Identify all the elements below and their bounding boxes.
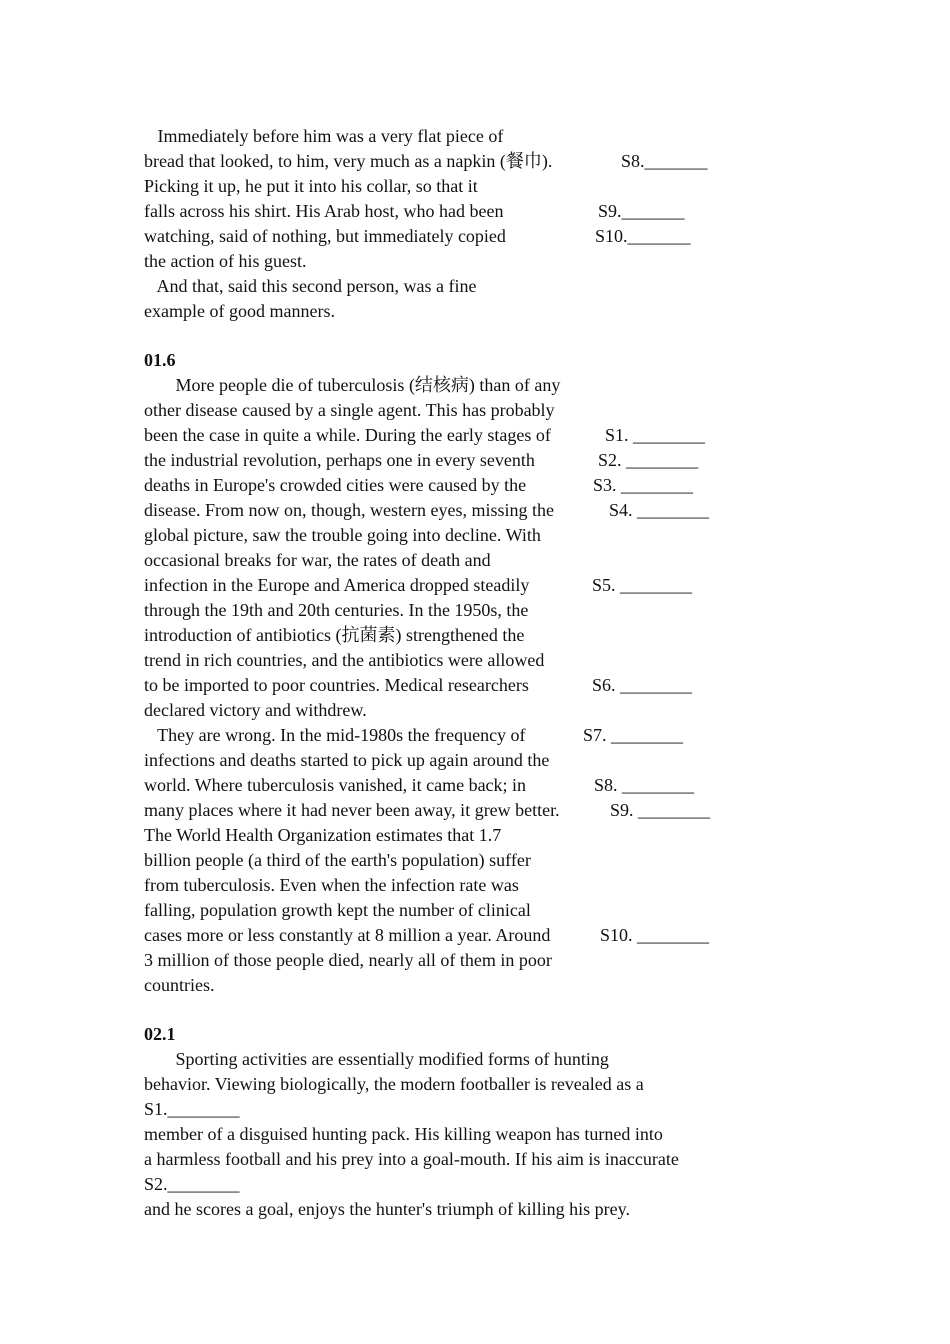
answer-blank: S8._______ bbox=[621, 151, 708, 171]
text-line: disease. From now on, though, western eyes, missing the bbox=[144, 500, 554, 520]
text-line: example of good manners. bbox=[144, 301, 335, 321]
answer-blank: S1. ________ bbox=[605, 425, 706, 445]
text-line: other disease caused by a single agent. This has probably bbox=[144, 400, 555, 420]
text-line: watching, said of nothing, but immediately copied bbox=[144, 226, 506, 246]
answer-blank: S10. ________ bbox=[600, 925, 710, 945]
answer-blank: S8. ________ bbox=[594, 775, 695, 795]
text-line: falls across his shirt. His Arab host, who had been bbox=[144, 201, 504, 221]
text-line: been the case in quite a while. During the early stages of bbox=[144, 425, 551, 445]
answer-blank: S2.________ bbox=[144, 1174, 240, 1194]
text-line: the industrial revolution, perhaps one in every seventh bbox=[144, 450, 535, 470]
text-line: infection in the Europe and America dropped steadily bbox=[144, 575, 530, 595]
text-line: to be imported to poor countries. Medical researchers bbox=[144, 675, 529, 695]
text-line: declared victory and withdrew. bbox=[144, 700, 367, 720]
answer-blank: S5. ________ bbox=[592, 575, 693, 595]
answer-blank: S9. ________ bbox=[610, 800, 711, 820]
text-line: And that, said this second person, was a fine bbox=[144, 276, 477, 296]
text-line: Immediately before him was a very flat piece of bbox=[144, 126, 504, 146]
text-line: 3 million of those people died, nearly all of them in poor bbox=[144, 950, 552, 970]
text-line: the action of his guest. bbox=[144, 251, 307, 271]
answer-blank: S3. ________ bbox=[593, 475, 694, 495]
text-line: Sporting activities are essentially modified forms of hunting bbox=[144, 1049, 609, 1069]
text-line: world. Where tuberculosis vanished, it came back; in bbox=[144, 775, 527, 795]
answer-blank: S4. ________ bbox=[609, 500, 710, 520]
text-line: They are wrong. In the mid-1980s the frequency of bbox=[144, 725, 526, 745]
text-line: deaths in Europe's crowded cities were caused by the bbox=[144, 475, 527, 495]
text-line: member of a disguised hunting pack. His killing weapon has turned into bbox=[144, 1124, 663, 1144]
text-line: Picking it up, he put it into his collar, so that it bbox=[144, 176, 478, 196]
answer-blank: S10._______ bbox=[595, 226, 691, 246]
text-line: bread that looked, to him, very much as a napkin (餐巾). bbox=[144, 151, 553, 171]
text-line: The World Health Organization estimates that 1.7 bbox=[144, 825, 502, 845]
answer-blank: S9._______ bbox=[598, 201, 685, 221]
text-line: a harmless football and his prey into a goal-mouth. If his aim is inaccurate bbox=[144, 1149, 679, 1169]
text-line: infections and deaths started to pick up again around the bbox=[144, 750, 550, 770]
text-line: trend in rich countries, and the antibiotics were allowed bbox=[144, 650, 545, 670]
answer-blank: S7. ________ bbox=[583, 725, 684, 745]
text-line: behavior. Viewing biologically, the modern footballer is revealed as a bbox=[144, 1074, 644, 1094]
section-heading: 01.6 bbox=[144, 350, 176, 370]
text-line: and he scores a goal, enjoys the hunter's triumph of killing his prey. bbox=[144, 1199, 630, 1219]
section-heading: 02.1 bbox=[144, 1024, 176, 1044]
text-line: from tuberculosis. Even when the infection rate was bbox=[144, 875, 519, 895]
text-line: many places where it had never been away, it grew better. bbox=[144, 800, 560, 820]
text-line: falling, population growth kept the number of clinical bbox=[144, 900, 531, 920]
text-line: introduction of antibiotics (抗菌素) strengthened the bbox=[144, 625, 525, 645]
text-line: through the 19th and 20th centuries. In the 1950s, the bbox=[144, 600, 529, 620]
text-line: billion people (a third of the earth's population) suffer bbox=[144, 850, 531, 870]
text-line: occasional breaks for war, the rates of death and bbox=[144, 550, 491, 570]
text-line: global picture, saw the trouble going into decline. With bbox=[144, 525, 541, 545]
text-line: cases more or less constantly at 8 million a year. Around bbox=[144, 925, 551, 945]
answer-blank: S2. ________ bbox=[598, 450, 699, 470]
text-line: More people die of tuberculosis (结核病) than of any bbox=[144, 375, 561, 395]
answer-blank: S1.________ bbox=[144, 1099, 240, 1119]
text-line: countries. bbox=[144, 975, 215, 995]
answer-blank: S6. ________ bbox=[592, 675, 693, 695]
